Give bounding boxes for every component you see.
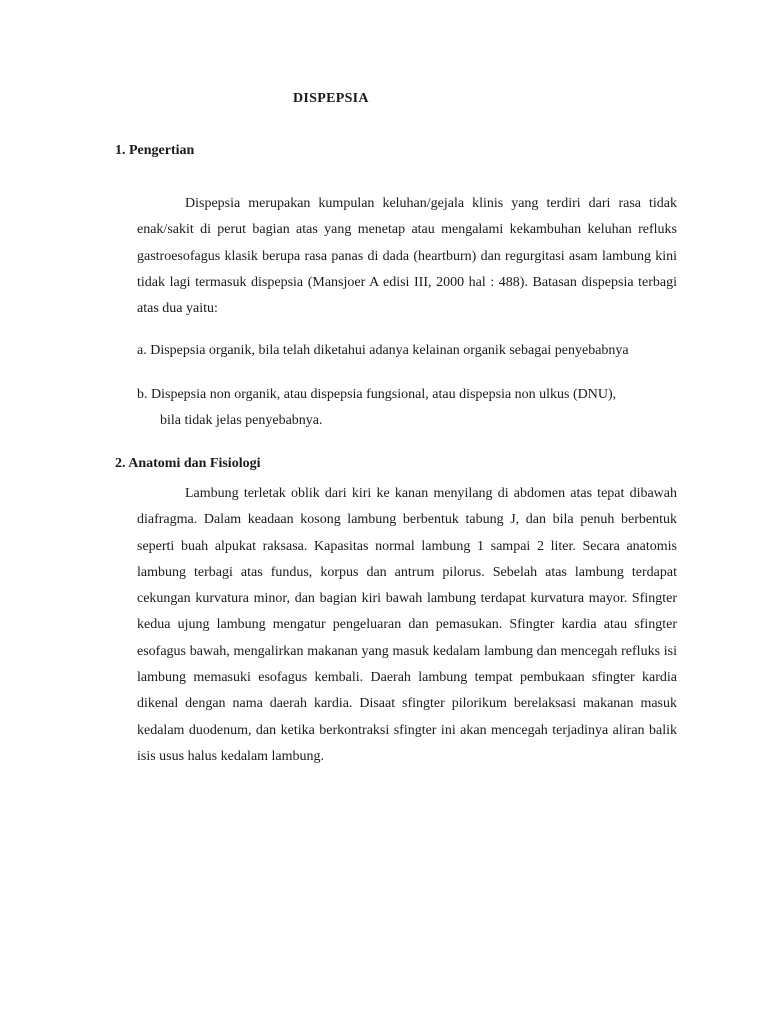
list-item-continuation: bila tidak jelas penyebabnya. — [160, 413, 323, 429]
paragraph-text: Lambung terletak oblik dari kiri ke kanan menyilang di abdomen atas tepat dibawah diafragma. Dalam keadaan kosong lambung berbentuk tabung J, dan bila penuh berbentuk seperti buah alpukat raksasa. Kapasitas normal lambung 1 sampai 2 liter. Secara anatomis lambung terbagi atas fundus, korpus dan antrum pilorus. Sebelah atas lambung terdapat cekungan kurvatura minor, dan bagian kiri bawah lambung terdapat kurvatura mayor. Sfingter kedua ujung lambung mengatur pengeluaran dan pemasukan. Sfingter kardia atau sfingter esofagus bawah, mengalirkan makanan yang masuk kedalam lambung dan mencegah refluks isi lambung memasuki esofagus kembali. Daerah lambung tempat pembukaan sfingter kardia dikenal dengan nama daerah kardia. Disaat sfingter pilorikum berelaksasi makanan masuk kedalam duodenum, dan ketika berkontraksi sfingter ini akan mencegah terjadinya aliran balik isis usus halus kedalam lambung. — [137, 486, 677, 764]
list-item-organik: a. Dispepsia organik, bila telah diketahui adanya kelainan organik sebagai penyebabnya — [137, 343, 629, 358]
paragraph-text: Dispepsia merupakan kumpulan keluhan/gejala klinis yang terdiri dari rasa tidak enak/sakit di perut bagian atas yang menetap atau mengalami kekambuhan keluhan refluks gastroesofagus klasik berupa rasa panas di dada (heartburn) dan regurgitasi asam lambung kini tidak lagi termasuk dispepsia (Mansjoer A edisi III, 2000 hal : 488). Batasan dispepsia terbagi atas dua yaitu: — [137, 196, 677, 317]
document-title: DISPEPSIA — [293, 91, 369, 106]
paragraph-anatomi — [137, 481, 677, 770]
list-item-non-organik — [137, 382, 677, 435]
paragraph-pengertian — [137, 191, 677, 322]
section-heading-anatomi: 2. Anatomi dan Fisiologi — [115, 456, 261, 471]
list-item-text: b. Dispepsia non organik, atau dispepsia fungsional, atau dispepsia non ulkus (DNU), — [137, 387, 617, 402]
section-heading-pengertian: 1. Pengertian — [115, 143, 195, 158]
